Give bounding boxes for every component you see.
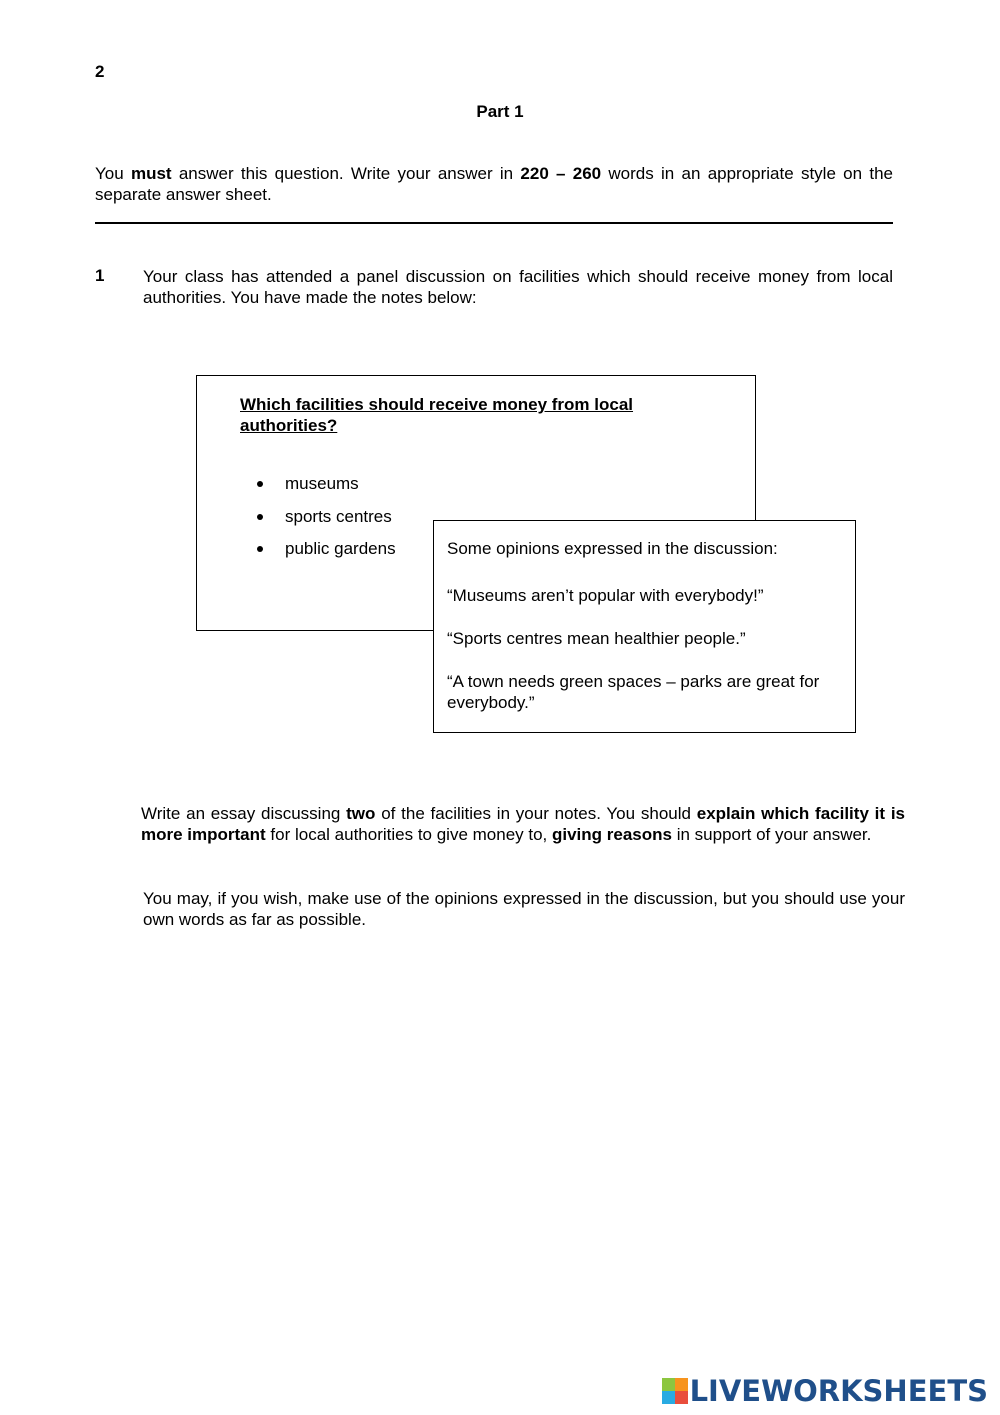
opinion-quote: “Museums aren’t popular with everybody!” (447, 586, 764, 605)
task-note: You may, if you wish, make use of the opinions expressed in the discussion, but you should use your own words as far as possible. (143, 889, 905, 929)
logo-text: LIVEWORKSHEETS (689, 1374, 988, 1408)
liveworksheets-logo (662, 1373, 988, 1409)
notes-list (255, 473, 396, 571)
question-number: 1 (95, 266, 105, 285)
list-item: sports centres (255, 506, 396, 539)
instructions: You must answer this question. Write your answer in 220 – 260 words in an appropriate style on the separate answer sheet. (95, 164, 893, 204)
bullet-icon (257, 546, 263, 552)
bullet-icon (257, 514, 263, 520)
page-number: 2 (95, 62, 105, 81)
opinions-intro: Some opinions expressed in the discussion: (447, 539, 778, 558)
logo-mark-icon (662, 1378, 688, 1404)
divider (95, 222, 893, 224)
opinion-quote: “Sports centres mean healthier people.” (447, 629, 746, 648)
notes-heading: Which facilities should receive money from local authorities? (240, 395, 634, 435)
question-text: Your class has attended a panel discussion on facilities which should receive money from local authorities. You have made the notes below: (143, 267, 893, 307)
bullet-icon (257, 481, 263, 487)
opinion-quote: “A town needs green spaces – parks are great for everybody.” (447, 672, 820, 712)
list-item: public gardens (255, 538, 396, 571)
task-instructions: Write an essay discussing two of the facilities in your notes. You should explain which facility it is more important for local authorities to give money to, giving reasons in support of your answer. (141, 804, 906, 844)
part-title: Part 1 (476, 102, 524, 121)
list-item: museums (255, 473, 396, 506)
